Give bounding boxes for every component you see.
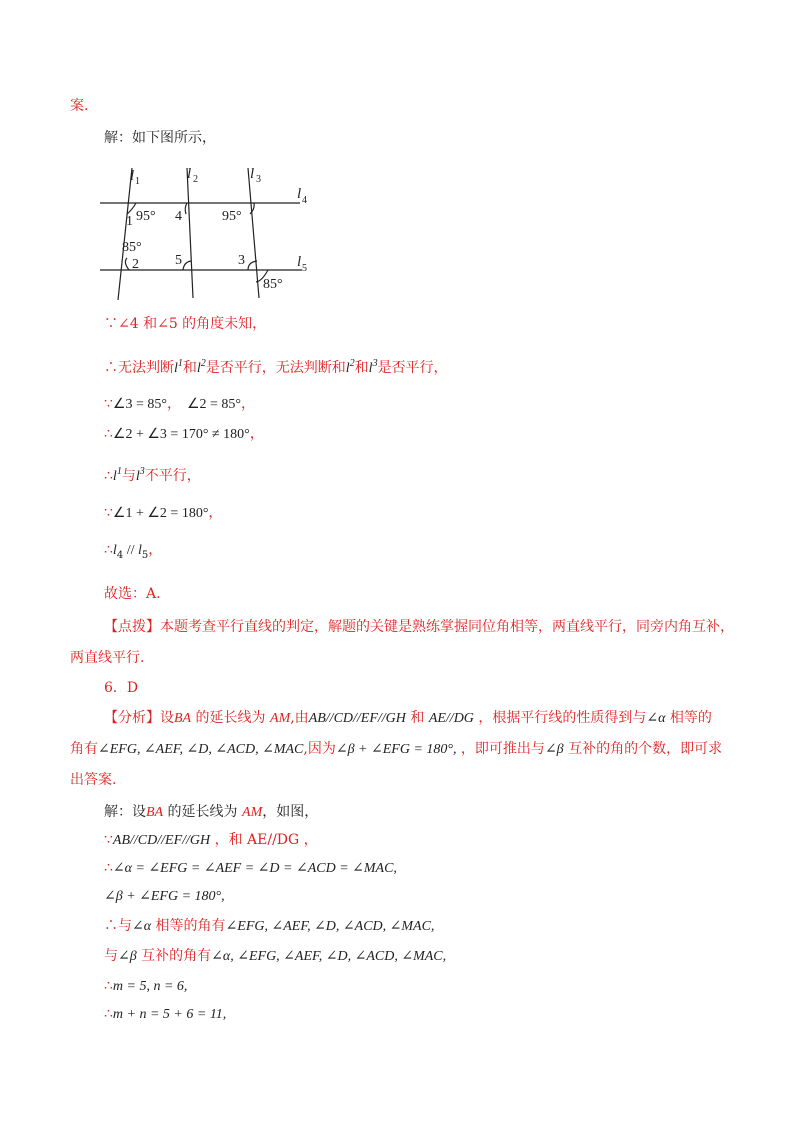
step-5: $\therefore l^1$与$l^3$不平行， [104,466,201,484]
label-l5-sub: 5 [302,263,307,274]
parallel-lines-figure [96,158,326,300]
step-7: $\therefore l_4 // l_5$， [104,542,163,561]
q6-step-7: ∴m + n = 5 + 6 = 11, [104,1006,227,1022]
q6-number: 6．D [104,680,139,696]
angle-label-1: 1 [126,214,133,229]
angle-label-4: 4 [175,209,182,224]
tip-tag: 【点拨】 [104,619,160,635]
because-symbol: ∵ [104,832,113,848]
line-l3 [248,168,259,298]
label-l5: l [297,254,302,270]
label-l4: l [297,186,302,202]
therefore-symbol: ∴ [104,468,113,484]
because-symbol: ∵ [104,316,118,332]
therefore-symbol: ∴ [104,542,113,558]
therefore-symbol: ∴ [104,860,113,876]
q6-step-6: ∴m = 5, n = 6, [104,978,188,994]
angle-label-85-right: 85° [263,277,283,292]
therefore-symbol: ∴ [104,360,118,376]
q6-analysis-line-3: 出答案. [70,772,117,788]
answer-line: 故选：A. [104,586,161,602]
label-l3: l [250,166,255,182]
tip-line-2: 两直线平行. [70,650,145,666]
label-l3-sub: 3 [256,174,261,185]
therefore-symbol: ∴ [104,918,118,934]
line-l1 [118,168,135,300]
step-1: ∵∠4 和∠5 的角度未知， [104,316,267,332]
label-l2-sub: 2 [193,174,198,185]
solution-intro: 解：如下图所示， [104,130,216,146]
q6-step-4: ∴与∠α 相等的角有∠EFG, ∠AEF, ∠D, ∠ACD, ∠MAC, [104,918,435,934]
angle-label-5: 5 [175,253,182,268]
step-6: ∵∠1 + ∠2 = 180°， [104,505,223,521]
because-symbol: ∵ [104,505,113,521]
step-4: ∴∠2 + ∠3 = 170° ≠ 180°， [104,426,264,442]
q6-analysis-line-2: 角有∠EFG, ∠AEF, ∠D, ∠ACD, ∠MAC,因为∠β + ∠EFG = 180°, ，即可推出与∠β 互补的角的个数，即可求 [70,741,723,757]
arc-angle-2 [125,258,129,270]
angle-label-95-right: 95° [222,209,242,224]
q6-step-5: 与∠β 互补的角有∠α, ∠EFG, ∠AEF, ∠D, ∠ACD, ∠MAC, [104,948,447,964]
angle-label-95-left: 95° [136,209,156,224]
because-symbol: ∵ [104,396,113,412]
q6-analysis-line-1: 【分析】设BA 的延长线为 AM,由AB//CD//EF//GH 和 AE//DG ，根据平行线的性质得到与∠α 相等的 [104,710,712,726]
angle-label-85-left: 85° [122,240,142,255]
arc-angle-4 [185,203,187,214]
q6-solution-intro: 解：设BA 的延长线为 AM，如图， [104,804,319,820]
therefore-symbol: ∴ [104,426,113,442]
q6-step-2: ∴∠α = ∠EFG = ∠AEF = ∠D = ∠ACD = ∠MAC, [104,860,397,876]
continuation-text: 案. [70,98,89,114]
analysis-tag: 【分析】 [104,710,160,726]
line-l2 [187,168,193,298]
tip-line-1: 【点拨】本题考查平行直线的判定，解题的关键是熟练掌握同位角相等，两直线平行，同旁内角互补， [104,619,734,635]
q6-step-1: ∵AB//CD//EF//GH ，和 AE//DG ， [104,832,318,848]
therefore-symbol: ∴ [104,978,113,994]
angle-label-2: 2 [132,257,139,272]
angle-label-3: 3 [238,253,245,268]
label-l1-sub: 1 [135,176,140,187]
arc-angle-5 [183,261,191,270]
q6-step-3: ∠β + ∠EFG = 180°, [104,889,225,904]
label-l2: l [187,166,192,182]
step-3: ∵∠3 = 85°， ∠2 = 85°， [104,396,256,412]
step-2: ∴无法判断$l^1$和$l^2$是否平行，无法判断和$l^2$和$l^3$是否平行， [104,358,448,376]
label-l4-sub: 4 [302,195,307,206]
label-l1: l [130,168,135,184]
therefore-symbol: ∴ [104,1006,113,1022]
